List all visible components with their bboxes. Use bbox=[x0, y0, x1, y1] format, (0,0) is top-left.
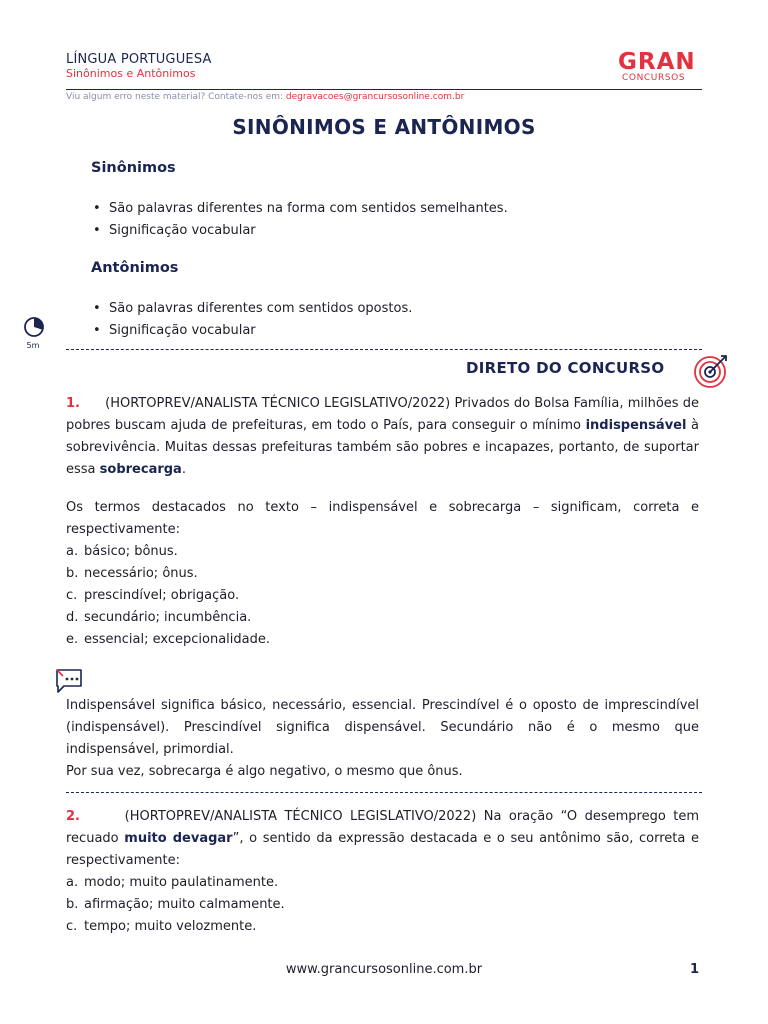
answer-option[interactable] bbox=[66, 607, 699, 629]
page-number: 1 bbox=[690, 962, 700, 977]
option-text: modo; muito paulatinamente. bbox=[84, 875, 279, 890]
question-number: 1. bbox=[66, 396, 80, 411]
antonimos-list bbox=[93, 298, 653, 342]
direto-do-concurso-label: DIRETO DO CONCURSO bbox=[466, 359, 665, 377]
timer-label: 5m bbox=[26, 341, 40, 350]
list-item-text: São palavras diferentes na forma com sentidos semelhantes. bbox=[109, 201, 508, 216]
question-text-part: Privados do Bolsa Família, milhões de pobres buscam ajuda de prefeituras, em todo o País, para conseguir o mínimo bbox=[66, 396, 699, 433]
logo-sub-text: CONCURSOS bbox=[622, 73, 686, 83]
contact-text: Viu algum erro neste material? Contate-nos em: bbox=[66, 92, 286, 102]
header-divider bbox=[66, 89, 702, 90]
list-item bbox=[93, 320, 653, 342]
dashed-divider bbox=[66, 349, 702, 350]
logo-main-text: GRAN bbox=[618, 49, 696, 75]
question-text-part: ”, o sentido da expressão destacada e o seu antônimo são, correta e respectivamente: bbox=[66, 831, 699, 868]
option-text: essencial; excepcionalidade. bbox=[84, 632, 271, 647]
contact-line bbox=[66, 92, 464, 102]
list-item bbox=[93, 220, 653, 242]
answer-option[interactable] bbox=[66, 541, 699, 563]
highlighted-term: sobrecarga bbox=[99, 462, 182, 477]
bullet-icon: • bbox=[93, 301, 101, 316]
option-text: prescindível; obrigação. bbox=[84, 588, 240, 603]
question-text-part: à sobrevivência. Muitas dessas prefeituras também são pobres e incapazes, portanto, de suportar essa bbox=[66, 418, 699, 477]
question-1-comment-2: Por sua vez, sobrecarga é algo negativo, o mesmo que ônus. bbox=[66, 764, 463, 779]
option-text: necessário; ônus. bbox=[84, 566, 198, 581]
question-2-options bbox=[66, 872, 699, 938]
subject-label: LÍNGUA PORTUGUESA bbox=[66, 52, 212, 67]
answer-option[interactable] bbox=[66, 563, 699, 585]
contact-email-link[interactable]: degravacoes@grancursosonline.com.br bbox=[285, 92, 465, 102]
section-heading-antonimos: Antônimos bbox=[91, 260, 179, 276]
answer-option[interactable] bbox=[66, 894, 699, 916]
gran-logo bbox=[618, 50, 702, 86]
list-item bbox=[93, 198, 653, 220]
target-icon bbox=[692, 352, 730, 390]
timer-icon bbox=[23, 316, 45, 338]
sinonimos-list bbox=[93, 198, 653, 242]
question-1-text bbox=[66, 393, 699, 481]
option-letter: c. bbox=[66, 919, 78, 934]
list-item bbox=[93, 298, 653, 320]
question-1-prompt: Os termos destacados no texto – indispensável e sobrecarga – significam, correta e respectivamente: bbox=[66, 500, 699, 537]
option-letter: a. bbox=[66, 544, 79, 559]
option-letter: d. bbox=[66, 610, 79, 625]
bullet-icon: • bbox=[93, 323, 101, 338]
dashed-divider bbox=[66, 792, 702, 793]
comment-icon bbox=[54, 668, 84, 694]
bullet-icon: • bbox=[93, 223, 101, 238]
topic-label: Sinônimos e Antônimos bbox=[66, 67, 196, 80]
bullet-icon: • bbox=[93, 201, 101, 216]
option-letter: e. bbox=[66, 632, 79, 647]
answer-option[interactable] bbox=[66, 585, 699, 607]
list-item-text: São palavras diferentes com sentidos opostos. bbox=[109, 301, 413, 316]
question-text-part: . bbox=[181, 462, 186, 477]
page-title: SINÔNIMOS E ANTÔNIMOS bbox=[232, 115, 536, 139]
list-item-text: Significação vocabular bbox=[109, 323, 256, 338]
question-source: (HORTOPREV/ANALISTA TÉCNICO LEGISLATIVO/2022) bbox=[105, 396, 451, 411]
highlighted-term: muito devagar bbox=[124, 831, 233, 846]
option-text: secundário; incumbência. bbox=[84, 610, 252, 625]
section-heading-sinonimos: Sinônimos bbox=[91, 160, 176, 176]
list-item-text: Significação vocabular bbox=[109, 223, 256, 238]
highlighted-term: indispensável bbox=[585, 418, 687, 433]
answer-option[interactable] bbox=[66, 629, 699, 651]
option-text: afirmação; muito calmamente. bbox=[84, 897, 285, 912]
option-text: básico; bônus. bbox=[84, 544, 178, 559]
question-text-part: Na oração “O desemprego tem recuado bbox=[66, 809, 699, 846]
question-2-text bbox=[66, 806, 699, 872]
question-source: (HORTOPREV/ANALISTA TÉCNICO LEGISLATIVO/2022) bbox=[124, 809, 477, 824]
question-1-comment: Indispensável significa básico, necessário, essencial. Prescindível é o oposto de imprescindível (indispensável). Prescindível significa dispensável. Secundário não é o mesmo que indispensável, primordial. bbox=[66, 698, 699, 757]
option-text: tempo; muito velozmente. bbox=[84, 919, 257, 934]
answer-option[interactable] bbox=[66, 872, 699, 894]
question-number: 2. bbox=[66, 809, 80, 824]
footer-url[interactable]: www.grancursosonline.com.br bbox=[285, 962, 483, 977]
option-letter: c. bbox=[66, 588, 78, 603]
option-letter: a. bbox=[66, 875, 79, 890]
option-letter: b. bbox=[66, 897, 79, 912]
option-letter: b. bbox=[66, 566, 79, 581]
answer-option[interactable] bbox=[66, 916, 699, 938]
question-1-options bbox=[66, 541, 699, 651]
